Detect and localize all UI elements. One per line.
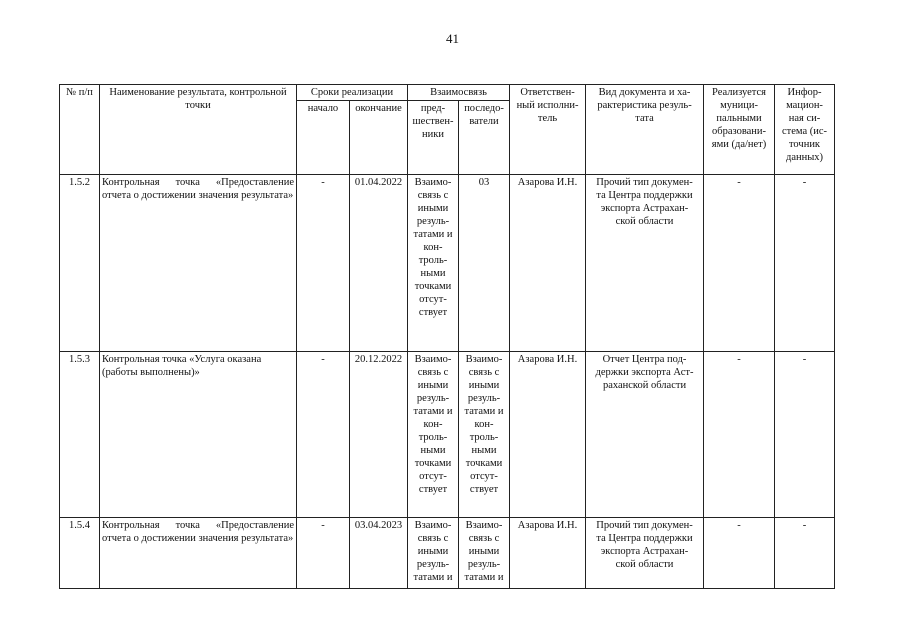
header-link: Взаимосвязь bbox=[408, 85, 510, 101]
row-municipal: - bbox=[704, 175, 775, 352]
row-successors: Взаимо- связь с иными резуль- татами и кон- троль- ными точками отсут- ствует bbox=[459, 352, 510, 518]
row-predecessors: Взаимо- связь с иными резуль- татами и кон- троль- ными точками отсут- ствует bbox=[408, 175, 459, 352]
table-row bbox=[60, 175, 835, 352]
row-name: Контрольная точка «Предоставление отчета о достижении значения результата» bbox=[100, 175, 297, 352]
row-responsible: Азарова И.Н. bbox=[510, 352, 586, 518]
header-municipal: Реализуется муници- пальными образовани- ями (да/нет) bbox=[704, 85, 775, 175]
table-row bbox=[60, 518, 835, 589]
table-row bbox=[60, 352, 835, 518]
row-info-system: - bbox=[775, 352, 835, 518]
row-end: 01.04.2022 bbox=[350, 175, 408, 352]
row-municipal: - bbox=[704, 518, 775, 589]
row-document: Прочий тип докумен- та Центра поддержки экспорта Астрахан- ской области bbox=[586, 518, 704, 589]
row-successors: 03 bbox=[459, 175, 510, 352]
row-start: - bbox=[297, 352, 350, 518]
header-info-system: Инфор- мацион- ная си- стема (ис- точник данных) bbox=[775, 85, 835, 175]
row-number: 1.5.3 bbox=[60, 352, 100, 518]
row-municipal: - bbox=[704, 352, 775, 518]
row-start: - bbox=[297, 518, 350, 589]
row-successors: Взаимо- связь с иными резуль- татами и bbox=[459, 518, 510, 589]
page-number: 41 bbox=[446, 31, 459, 46]
header-start: начало bbox=[297, 101, 350, 175]
header-predecessors: пред- шествен- ники bbox=[408, 101, 459, 175]
row-info-system: - bbox=[775, 518, 835, 589]
header-name: Наименование результата, контрольной точки bbox=[100, 85, 297, 175]
row-document: Прочий тип докумен- та Центра поддержки экспорта Астрахан- ской области bbox=[586, 175, 704, 352]
row-responsible: Азарова И.Н. bbox=[510, 518, 586, 589]
row-name: Контрольная точка «Предоставление отчета о достижении значения результата» bbox=[100, 518, 297, 589]
row-name: Контрольная точка «Услуга оказана (работы выполнены)» bbox=[100, 352, 297, 518]
header-end: окончание bbox=[350, 101, 408, 175]
header-document: Вид документа и ха- рактеристика резуль- тата bbox=[586, 85, 704, 175]
row-end: 03.04.2023 bbox=[350, 518, 408, 589]
header-responsible: Ответствен- ный исполни- тель bbox=[510, 85, 586, 175]
row-number: 1.5.2 bbox=[60, 175, 100, 352]
results-table bbox=[59, 84, 835, 589]
header-num: № п/п bbox=[60, 85, 100, 175]
row-document: Отчет Центра под- держки экспорта Аст- раханской области bbox=[586, 352, 704, 518]
header-successors: последо- ватели bbox=[459, 101, 510, 175]
row-start: - bbox=[297, 175, 350, 352]
row-predecessors: Взаимо- связь с иными резуль- татами и bbox=[408, 518, 459, 589]
row-number: 1.5.4 bbox=[60, 518, 100, 589]
header-terms: Сроки реализации bbox=[297, 85, 408, 101]
row-info-system: - bbox=[775, 175, 835, 352]
row-end: 20.12.2022 bbox=[350, 352, 408, 518]
table-header-row-1 bbox=[60, 85, 835, 101]
row-predecessors: Взаимо- связь с иными резуль- татами и кон- троль- ными точками отсут- ствует bbox=[408, 352, 459, 518]
row-responsible: Азарова И.Н. bbox=[510, 175, 586, 352]
